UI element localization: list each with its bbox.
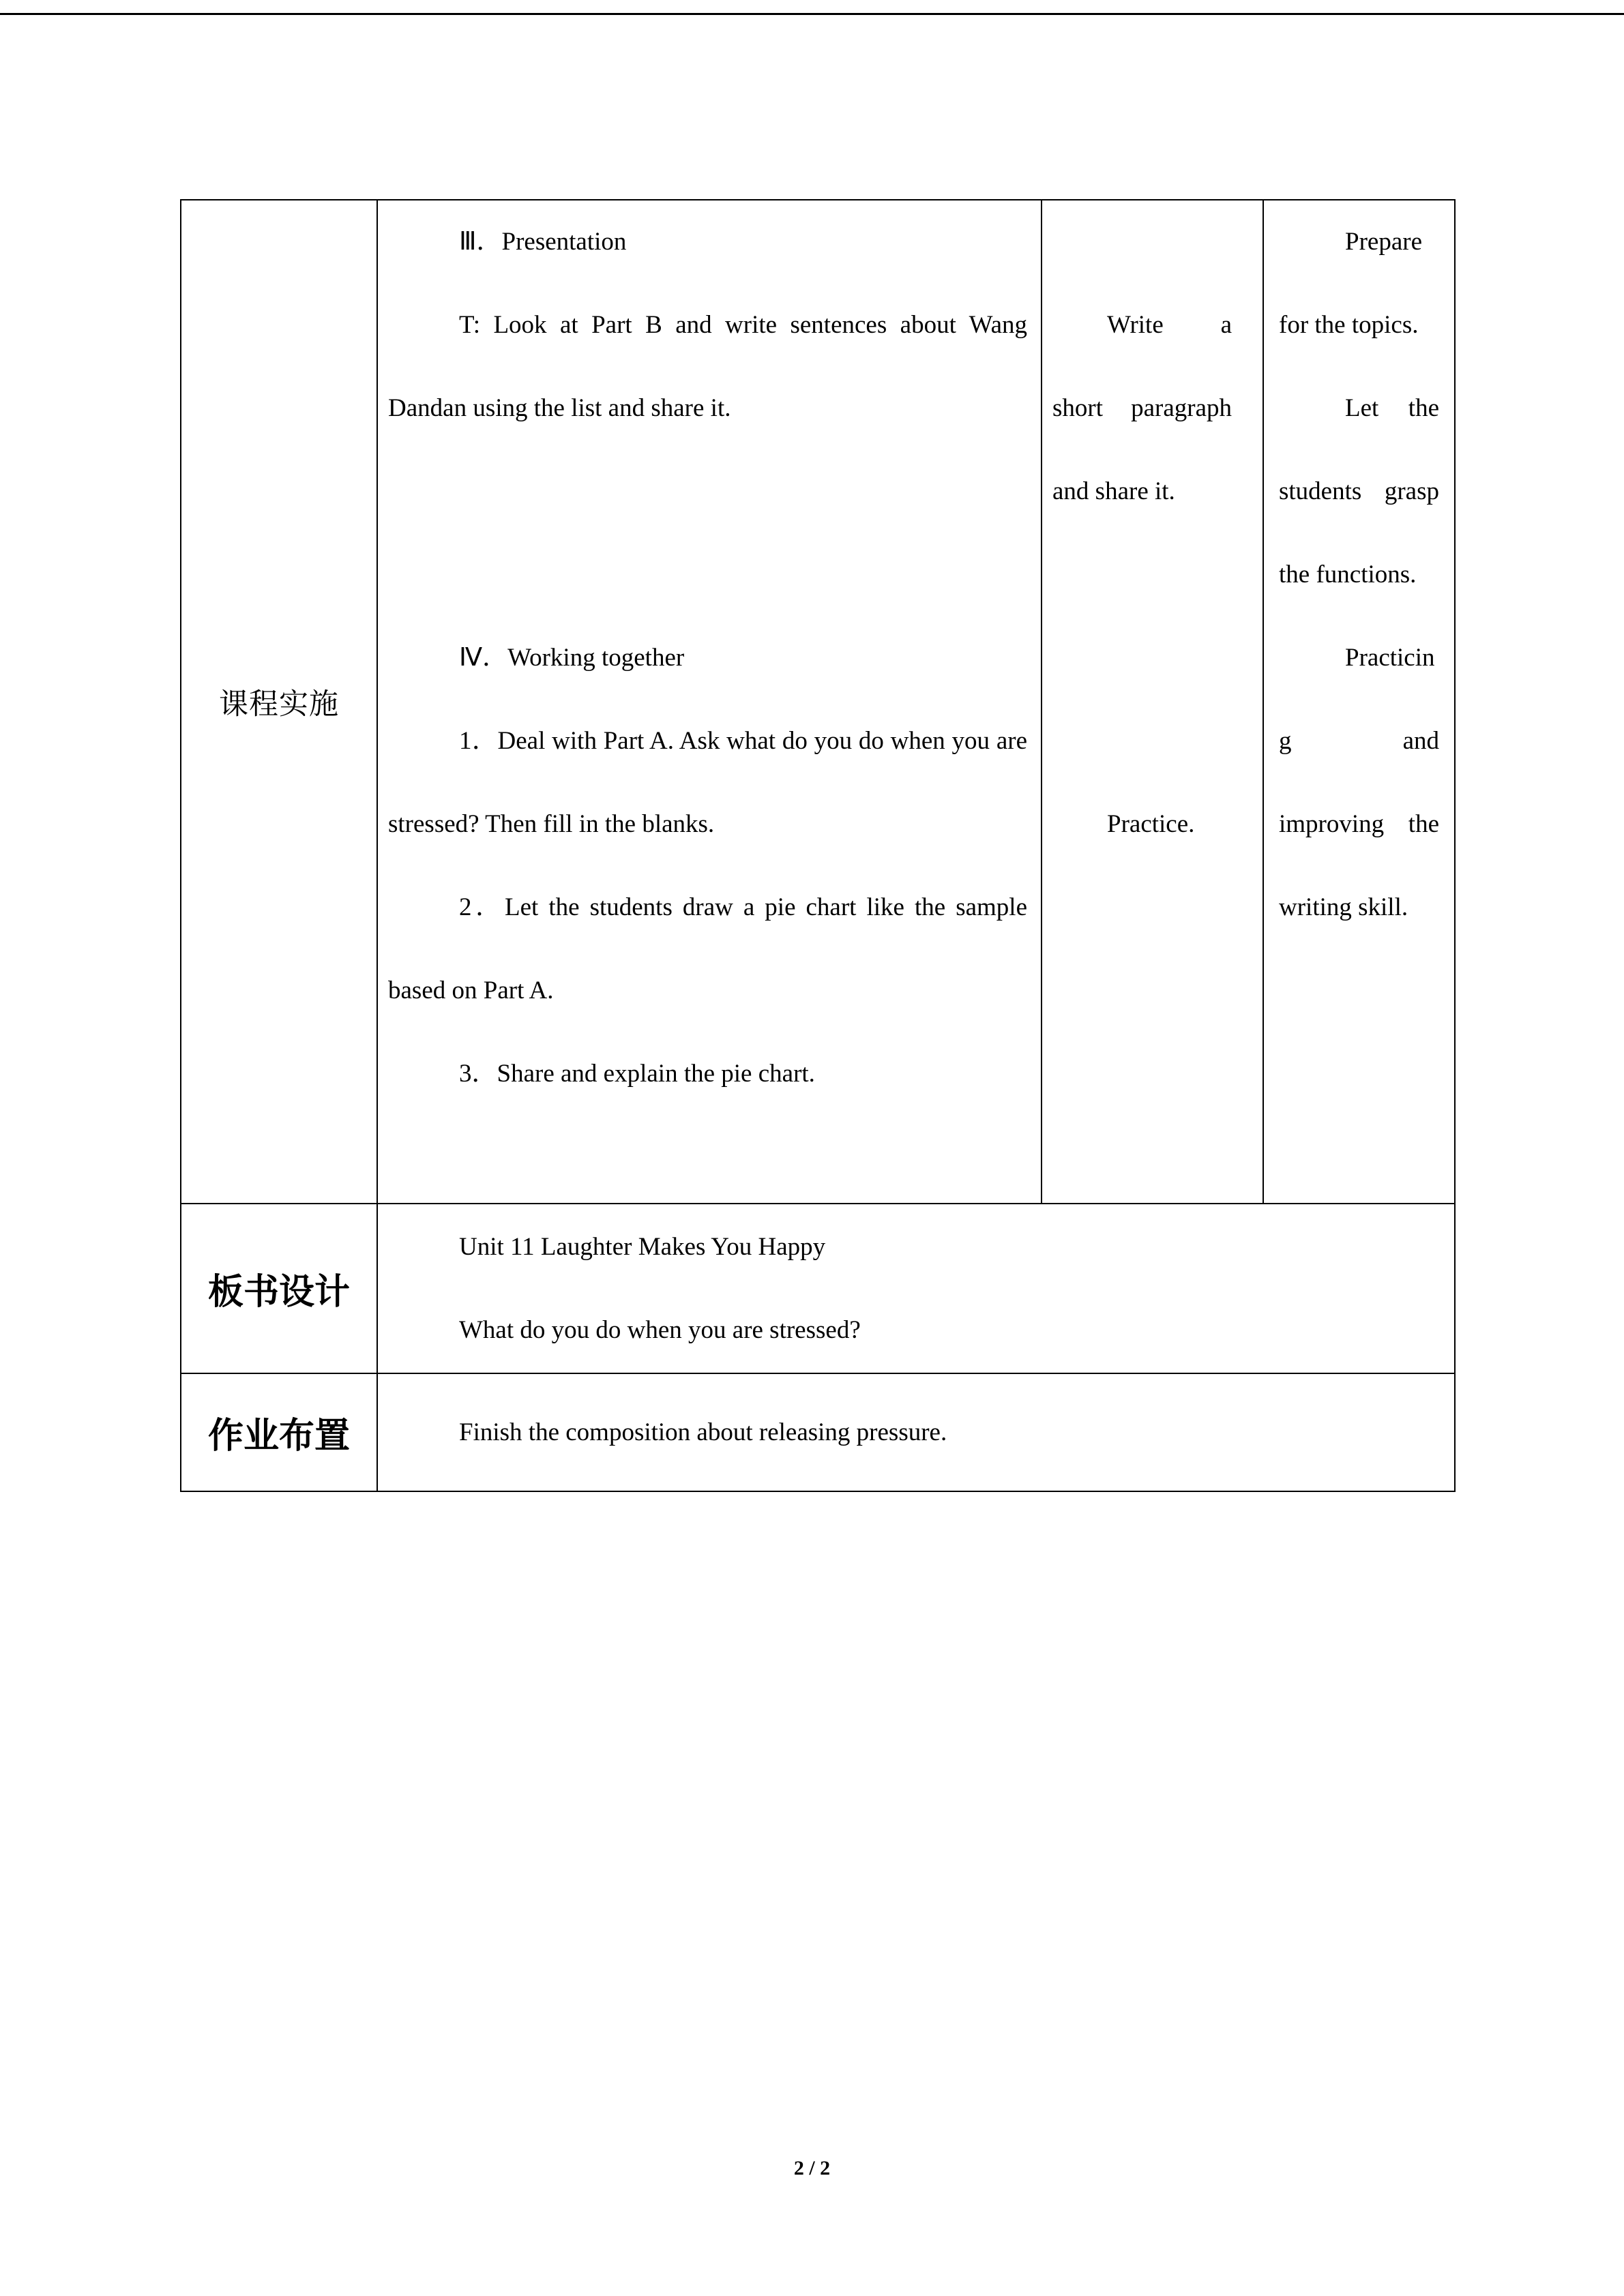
teaching-step-working-together: Ⅳ．Working together [459, 644, 685, 672]
teaching-step-2: 2．Let the students draw a pie chart like the sample based on Part A. [388, 893, 1027, 1004]
row-label-course-implementation [181, 200, 377, 1204]
teaching-step-teacher-instruction: T: Look at Part B and write sentences about Wang Dandan using the list and share it. [388, 311, 1027, 422]
table-row-board-design [181, 1204, 1455, 1373]
design-purpose-grasp: Let the students grasp the functions. [1279, 394, 1439, 588]
page-top-border [0, 13, 1624, 15]
teaching-process-cell [377, 200, 1042, 1204]
row-label-board-design [181, 1204, 377, 1373]
design-purpose-cell [1263, 200, 1455, 1204]
table-row-homework [181, 1373, 1455, 1491]
board-design-line-unit-title: Unit 11 Laughter Makes You Happy [459, 1232, 826, 1261]
student-activity-cell [1042, 200, 1263, 1204]
student-activity-practice: Practice. [1107, 810, 1195, 838]
row-label-text: 板书设计 [207, 1272, 350, 1312]
row-label-text: 作业布置 [207, 1416, 350, 1456]
board-design-line-question: What do you do when you are stressed? [459, 1315, 861, 1344]
table-row-course-implementation [181, 200, 1455, 1204]
design-purpose-practicing: Practicing and improving the writing skill. [1279, 644, 1439, 921]
design-purpose-prepare: Prepare for the topics. [1279, 228, 1422, 339]
teaching-step-presentation: Ⅲ．Presentation [459, 228, 627, 256]
lesson-plan-table [180, 199, 1456, 1492]
page-number [0, 2157, 1624, 2180]
board-design-cell [377, 1204, 1455, 1373]
teaching-step-1: 1．Deal with Part A. Ask what do you do when you are stressed? Then fill in the blanks. [388, 727, 1027, 838]
student-activity-write: Write a short paragraph and share it. [1052, 311, 1232, 505]
row-label-text: 课程实施 [219, 688, 339, 721]
page-number-text: 2 / 2 [793, 2157, 831, 2179]
teaching-step-3: 3．Share and explain the pie chart. [459, 1060, 815, 1088]
homework-line: Finish the composition about releasing pressure. [459, 1418, 947, 1446]
homework-cell [377, 1373, 1455, 1491]
row-label-homework [181, 1373, 377, 1491]
